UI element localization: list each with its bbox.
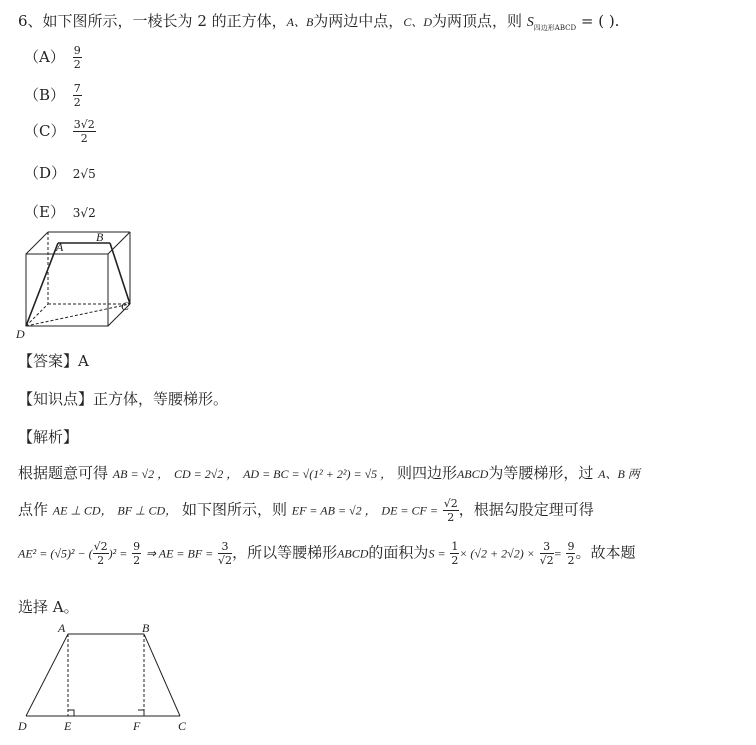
trap-label-f: F bbox=[133, 719, 141, 733]
analysis-title: 【解析】 bbox=[18, 428, 79, 446]
area-half-fraction: $\frac{1}{2}$ bbox=[451, 540, 459, 567]
trap-label-d: D bbox=[18, 719, 27, 733]
choice-c-fraction: $\frac{3√2}{2}$ bbox=[73, 118, 95, 145]
analysis-line-4: 选择 A。 bbox=[18, 598, 79, 616]
ae-inner-fraction: $\frac{√2}{2}$ bbox=[93, 540, 108, 567]
area-result-fraction: $\frac{9}{2}$ bbox=[567, 540, 575, 567]
cube-front-face bbox=[26, 254, 108, 326]
analysis-line-1: 根据题意可得 AB = √2 ， CD = 2√2 ， AD = BC = √(1² + 2²) = √5 ， 则四边形ABCD为等腰梯形，过 A、B 两 bbox=[18, 464, 640, 482]
analysis-line-3: AE² = (√5)² − ( $\frac{√2}{2}$ )² = $\frac{9}{2}$ ⇒ AE = BF = $\frac{3}{√2}$ ，所以等腰梯形ABCD的面积为S = $\frac{1}{2}$ × (√2 + 2√2) × $\frac{3}{√2}$ = $\frac{9}{2}$ 。故本题 bbox=[18, 540, 636, 567]
choice-e[interactable]: （E） 3√2 bbox=[24, 203, 96, 221]
trapezoid-right-edge bbox=[144, 634, 180, 716]
cube-label-a: A bbox=[56, 240, 64, 254]
choice-c[interactable]: （C） $\frac{3√2}{2}$ bbox=[24, 118, 95, 145]
trap-label-e: E bbox=[64, 719, 72, 733]
trapezoid-figure bbox=[14, 620, 204, 740]
answer-line: 【答案】A bbox=[18, 352, 89, 370]
knowledge-line: 【知识点】正方体，等腰梯形。 bbox=[18, 390, 229, 408]
choice-a-fraction: $\frac{9}{2}$ bbox=[73, 44, 81, 71]
ae-result-fraction: $\frac{9}{2}$ bbox=[133, 540, 141, 567]
trap-label-c: C bbox=[178, 719, 187, 733]
choice-b-fraction: $\frac{7}{2}$ bbox=[73, 82, 81, 109]
choice-b[interactable]: （B） $\frac{7}{2}$ bbox=[24, 82, 81, 109]
cube-label-b: B bbox=[96, 230, 104, 244]
ae-value-fraction: $\frac{3}{√2}$ bbox=[218, 540, 233, 567]
choice-d[interactable]: （D） 2√5 bbox=[24, 164, 96, 182]
analysis-line-2: 点作 AE ⊥ CD， BF ⊥ CD， 如下图所示，则 EF = AB = √2 ， DE = CF = $\frac{√2}{2}$ ，根据勾股定理可得 bbox=[18, 497, 594, 524]
de-fraction: $\frac{√2}{2}$ bbox=[443, 497, 458, 524]
trapezoid-left-edge bbox=[26, 634, 68, 716]
area-height-fraction: $\frac{3}{√2}$ bbox=[539, 540, 554, 567]
cube-label-c: C bbox=[121, 299, 130, 313]
cube-figure bbox=[14, 228, 144, 340]
question-stem: 6、如下图所示，一棱长为 2 的正方体，A、B为两边中点，C、D为两顶点，则 $S_{四边形ABCD}$ = ( ). bbox=[18, 12, 620, 32]
trap-label-a: A bbox=[58, 621, 66, 635]
trap-label-b: B bbox=[142, 621, 150, 635]
cube-label-d: D bbox=[16, 327, 25, 340]
choice-a[interactable]: （A） $\frac{9}{2}$ bbox=[24, 44, 81, 71]
